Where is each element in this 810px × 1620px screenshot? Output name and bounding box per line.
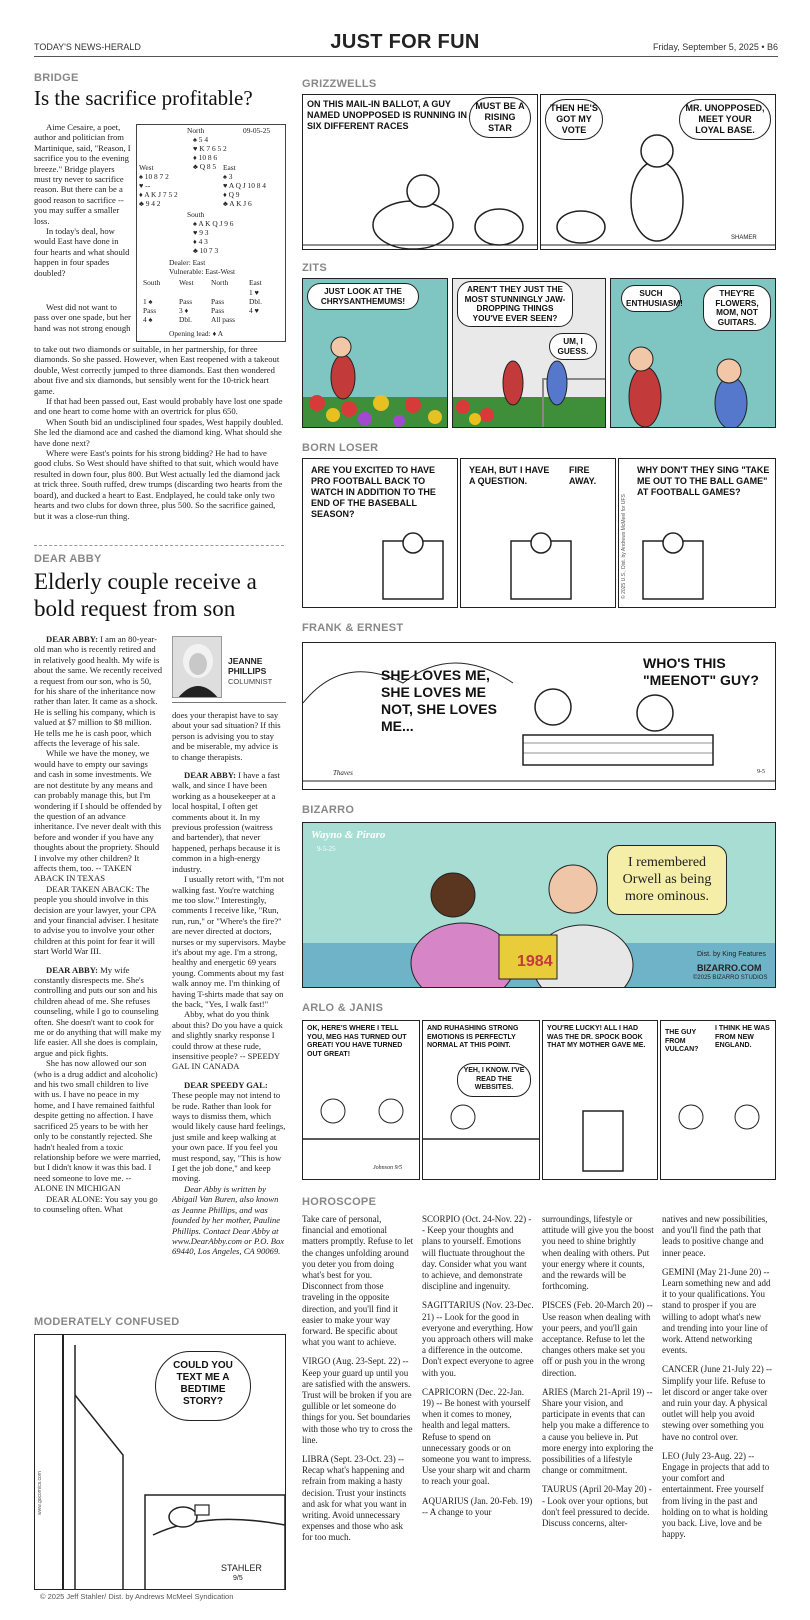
columnist-rule: [172, 702, 286, 703]
born-loser-kicker: BORN LOSER: [302, 442, 379, 454]
bridge-text-lead: [34, 302, 132, 333]
horoscope-column-4: [662, 1214, 776, 1548]
horoscope-sign: CAPRICORN (Dec. 22-Jan. 19) -- Be honest with yourself when it comes to money, health and legal matters. Refuse to spend on unnecessary goods or on someone you want to impress. Use your sharp wit and charm to reach your goal.: [422, 1386, 532, 1487]
north-hand-diamonds: ♦ 10 8 6: [193, 153, 218, 162]
north-label: North: [187, 126, 205, 135]
section-title: JUST FOR FUN: [330, 31, 480, 53]
comic-panel: [542, 1020, 658, 1180]
comic-panel: [422, 1020, 540, 1180]
speech-bubble: UM, I GUESS.: [549, 333, 597, 360]
comic-panel: [302, 94, 538, 250]
south-hand-spades: ♠ A K Q J 9 6: [193, 219, 234, 228]
caption-bubble: I remembered Orwell as being more ominous.: [607, 845, 727, 915]
letter-text: DEAR TAKEN ABACK: The people you should involve in this decision are your lawyer, your CPA and your financial adviser. I hesitate to advise you to involve your other children at this point for fear it will start World War III.: [34, 883, 159, 957]
caption-text: ON THIS MAIL-IN BALLOT, A GUY NAMED UNOPPOSED IS RUNNING IN SIX DIFFERENT RACES: [307, 99, 468, 131]
south-hand-hearts: ♥ 9 3: [193, 228, 209, 237]
comic-signature: Thaves: [333, 769, 353, 777]
header-rule: [34, 56, 778, 57]
auction-cell: Pass: [211, 306, 225, 315]
abby-column-2: [172, 710, 286, 1257]
speech-bubble: YEH, I KNOW. I'VE READ THE WEBSITES.: [457, 1063, 531, 1097]
horoscope-sign: CANCER (June 21-July 22) -- Simplify your life. Refuse to let discord or anger take over and ruin your day. A physical outlet will help you avoid stewing over something you have no control over.: [662, 1364, 772, 1442]
speech-text: SHE LOVES ME, SHE LOVES ME NOT, SHE LOVES ME...: [381, 667, 497, 734]
columnist-title: COLUMNIST: [228, 677, 273, 686]
comic-panel: [302, 1020, 420, 1180]
auction-header: South: [143, 278, 161, 287]
comic-panel: [302, 458, 458, 608]
comic-date: 9/5: [233, 1575, 243, 1582]
comic-signature: SHAMER: [731, 235, 757, 241]
bridge-text-wide: [34, 344, 286, 521]
horoscope-sign: AQUARIUS (Jan. 20-Feb. 19) -- A change to your: [422, 1495, 533, 1517]
columnist-last-name: PHILLIPS: [228, 666, 267, 676]
dealer: Dealer: East: [169, 258, 206, 267]
speech-bubble: COULD YOU TEXT ME A BEDTIME STORY?: [155, 1351, 251, 1421]
comic-panel: [540, 94, 776, 250]
north-hand-clubs: ♣ Q 8 5: [193, 162, 217, 171]
east-label: East: [223, 163, 236, 172]
moderately-confused-comic: [34, 1334, 286, 1590]
bizarro-comic: [302, 822, 776, 988]
horoscope-column-1: [302, 1214, 414, 1552]
horoscope-sign: VIRGO (Aug. 23-Sept. 22) -- Keep your guard up until you are satisfied with the answers. Trust will be broken if you are gullible or let someone do things for you. Set boundaries with those who try to cross the line.: [302, 1356, 413, 1445]
credit-line: BIZARRO.COM: [697, 963, 762, 973]
speech-bubble: MUST BE A RISING STAR: [469, 97, 531, 138]
comic-signature: STAHLER: [221, 1563, 262, 1573]
speech-text: WHO'S THIS "MEENOT" GUY?: [643, 655, 759, 688]
comic-panel: [452, 278, 606, 428]
speech-text: THE GUY FROM VULCAN?: [665, 1029, 699, 1054]
horoscope-sign: GEMINI (May 21-June 20) -- Learn something new and add it to your qualifications. You stand to prosper if you are willing to adopt what's new and trending into your line of work. Attend networking events.: [662, 1266, 771, 1356]
bridge-paragraph: to take out two diamonds or suitable, in her partnership, for three diamonds. So she passed. However, when East reopened with a takeout double, West correctly jumped to three diamonds. East then wondered about five and six diamonds, but sensibly went for the 10-trick heart game.: [34, 344, 280, 396]
comic-panel: [618, 458, 776, 608]
west-hand-spades: ♠ 10 8 7 2: [139, 172, 169, 181]
speech-bubble: THEY'RE FLOWERS, MOM, NOT GUITARS.: [703, 285, 771, 331]
horoscope-sign: surroundings, lifestyle or attitude will give you the boost you need to shine brightly when dealing with others. Put your energy where it counts, and the rewards will be forthcoming.: [542, 1214, 654, 1292]
bridge-paragraph: Aime Cesaire, a poet, author and politician from Martinique, said, "Reason, I sacrifice you to the evening breeze." Bridge players must try never to sacrifice reason. But there can be a good reason to sacrifice -- you may suffer a smaller loss.: [34, 122, 131, 226]
letter-text: I am an 80-year-old man who is recently retired and in relatively good health. My wife is about the same. We recently received a request from our son, who is 50, for his share of the inheritance now rather than later. It came as a shock. He is selling his company, which is valued at $7 million to $8 million. He tells me he is cash poor, which affects the leverage of his sale.: [34, 634, 162, 749]
frank-ernest-kicker: FRANK & ERNEST: [302, 622, 404, 634]
comic-signature: Johnson 9/5: [373, 1165, 403, 1171]
speech-text: YEAH, BUT I HAVE A QUESTION.: [469, 465, 550, 486]
speech-bubble: AREN'T THEY JUST THE MOST STUNNINGLY JAW-DROPPING THINGS YOU'VE EVER SEEN?: [457, 281, 573, 327]
letter-text: DEAR ALONE: You say you go to counseling often. What: [34, 1193, 158, 1214]
opening-lead: Opening lead: ♦ A: [169, 329, 224, 338]
born-loser-comic: [302, 458, 776, 608]
speech-bubble: JUST LOOK AT THE CHRYSANTHEMUMS!: [307, 283, 419, 310]
letter-text: She has now allowed our son (who is a drug addict and alcoholic) and his two small children to live with us. I have no peace in my home, and I have remained faithful despite getting no affection. I have sacrificed 25 years to be with her only to be constantly rejected. She hadn't healed from a toxic relationship before we were married, but I didn't know it was this bad. I need someone to love me. -- ALONE IN MICHIGAN: [34, 1058, 161, 1194]
bridge-paragraph: If that had been passed out, East would probably have lost one spade and one heart to come home with an overtrick for plus 650.: [34, 396, 283, 417]
bizarro-kicker: BIZARRO: [302, 804, 355, 816]
auction-cell: Dbl.: [249, 297, 262, 306]
bridge-diagram: [136, 124, 286, 342]
west-hand-diamonds: ♦ A K J 7 5 2: [139, 190, 178, 199]
south-hand-diamonds: ♦ 4 3: [193, 237, 208, 246]
speech-text: YOU'RE LUCKY! ALL I HAD WAS THE DR. SPOCK BOOK THAT MY MOTHER GAVE ME.: [547, 1025, 646, 1050]
auction-cell: 1 ♠: [143, 297, 153, 306]
letter-text: While we have the money, we would have to empty our savings and cash in some investments. We are not destitute by any means and can probably manage this, but I'm wondering if I should be offended by the question of an advance inheritance. I've never dealt with this before and wonder if you have any thoughts about the propriety. Should I involve my other children? It affects them, too. -- TAKEN ABACK IN TEXAS: [34, 748, 162, 884]
vulnerable: Vulnerable: East-West: [169, 267, 236, 276]
comic-date: 9-5: [757, 769, 765, 775]
horoscope-sign: ARIES (March 21-April 19) -- Share your vision, and participate in events that can help you make a difference to a cause you believe in. Put more energy into exploring the possibilities of a lifestyle change or commitment.: [542, 1386, 654, 1476]
letter-lead: DEAR ABBY:: [184, 770, 236, 781]
west-label: West: [139, 163, 154, 172]
east-hand-diamonds: ♦ Q 9: [223, 190, 240, 199]
speech-bubble: THEN HE'S GOT MY VOTE: [545, 99, 603, 140]
columnist-portrait-icon: [173, 637, 222, 698]
abby-column-1: [34, 634, 162, 1214]
speech-text: WHY DON'T THEY SING "TAKE ME OUT TO THE BALL GAME" AT FOOTBALL GAMES?: [637, 465, 770, 497]
columnist-name: [228, 656, 266, 676]
north-hand-spades: ♠ 5 4: [193, 135, 209, 144]
speech-bubble: MR. UNOPPOSED, MEET YOUR LOYAL BASE.: [679, 99, 771, 140]
issue-date: Friday, September 5, 2025 • B6: [652, 42, 778, 52]
bridge-paragraph: West did not want to pass over one spade, but her hand was not strong enough: [34, 302, 131, 333]
auction-cell: Pass: [179, 297, 193, 306]
letter-text: I usually retort with, "I'm not walking fast. You're watching me too slow." Interestingly, comments I receive like, "Run, run, run," or "Where's the fire?" are never directed at doctors, nurses or my supervisors. Maybe it's about my age. I'm a strong, healthy and energetic 69 years young. Comments about my fast walk annoy me. I'm thinking of having T-shirts made that say on the back, "Yes, I walk fast!": [172, 874, 286, 1009]
credit-line: ©2025 BIZARRO STUDIOS: [693, 975, 768, 981]
letter-lead: DEAR ABBY:: [46, 634, 98, 644]
auction-cell: All pass: [211, 315, 236, 324]
letter-lead: DEAR SPEEDY GAL:: [184, 1079, 268, 1090]
grizzwells-comic: [302, 94, 776, 250]
horoscope-column-2: [422, 1214, 534, 1526]
bridge-headline: Is the sacrifice profitable?: [34, 86, 253, 110]
columnist-first-name: JEANNE: [228, 656, 263, 666]
abby-kicker: DEAR ABBY: [34, 553, 102, 565]
book-title: 1984: [517, 953, 553, 970]
arlo-janis-comic: [302, 1020, 776, 1180]
speech-text: I THINK HE WAS FROM NEW ENGLAND.: [715, 1025, 770, 1050]
bridge-paragraph: When South bid an undisciplined four spades, West happily doubled. She led the diamond ace and cashed the diamond king. What should she have done next?: [34, 416, 284, 448]
bridge-paragraph: In today's deal, how would East have done in four hearts and what should happen in four spades doubled?: [34, 226, 130, 278]
abby-headline: [34, 568, 257, 622]
west-hand-clubs: ♣ 9 4 2: [139, 199, 161, 208]
bridge-text-narrow: [34, 122, 132, 278]
speech-text: OK, HERE'S WHERE I TELL YOU, MEG HAS TURNED OUT GREAT! YOU HAVE TURNED OUT GREAT!: [307, 1025, 407, 1058]
letter-text: does your therapist have to say about your sad situation? If this person is advising you to stay and be miserable, my advice is to change therapists.: [172, 710, 281, 762]
horoscope-sign: SCORPIO (Oct. 24-Nov. 22) -- Keep your thoughts and plans to yourself. Emotions will fluctuate throughout the day. Consider what you want to achieve, and demonstrate discipline and ingenuity.: [422, 1214, 532, 1292]
bridge-kicker: BRIDGE: [34, 72, 79, 84]
frank-ernest-comic: [302, 642, 776, 790]
speech-text: ARE YOU EXCITED TO HAVE PRO FOOTBALL BACK TO WATCH IN ADDITION TO THE END OF THE BASEBALL SEASON?: [311, 465, 436, 519]
horoscope-sign: PISCES (Feb. 20-March 20) -- Use reason when dealing with your peers, and you'll gain acceptance. Refuse to let the changes others make set you off or push you in the wrong direction.: [542, 1300, 653, 1378]
south-hand-clubs: ♣ 10 7 3: [193, 246, 219, 255]
south-label: South: [187, 210, 205, 219]
letter-lead: DEAR ABBY:: [46, 964, 98, 975]
abby-headline-line: bold request from son: [34, 596, 236, 621]
auction-cell: Dbl.: [179, 315, 192, 324]
comic-panel: [460, 458, 616, 608]
horoscope-sign: LIBRA (Sept. 23-Oct. 23) -- Recap what's happening and refrain from making a hasty decision. Trust your instincts and ask for what you want in writing. Avoid unnecessary expenses and those who ask for too much.: [302, 1454, 407, 1543]
letter-text: I have a fast walk, and since I have been working as a housekeeper at a local hospital, I often get comments about it. In my previous profession (waitress and bartender), that never happened, perhaps because it is common in a high-energy industry.: [172, 770, 281, 874]
comic-signature: Wayno & Piraro: [311, 829, 386, 841]
side-credit: www.gocomics.com: [37, 1471, 43, 1515]
horoscope-sign: LEO (July 23-Aug. 22) -- Engage in projects that add to your comfort and entertainment. Free yourself from living in the past and holding on to what is holding you back. Live, love and be happy.: [662, 1450, 770, 1540]
auction-cell: 3 ♦: [179, 306, 189, 315]
comic-date: 9-5-25: [317, 845, 336, 853]
horoscope-sign: SAGITTARIUS (Nov. 23-Dec. 21) -- Look for the good in everyone and everything. How you approach others will make a difference in the outcome. Don't expect everyone to agree with you.: [422, 1300, 534, 1378]
arlo-janis-kicker: ARLO & JANIS: [302, 1002, 384, 1014]
zits-kicker: ZITS: [302, 262, 328, 274]
abby-headline-line: Elderly couple receive a: [34, 569, 257, 594]
auction-cell: 4 ♥: [249, 306, 259, 315]
auction-cell: 1 ♥: [249, 288, 259, 297]
paper-name: TODAY'S NEWS-HERALD: [34, 42, 141, 52]
auction-header: East: [249, 278, 262, 287]
horoscope-intro: Take care of personal, financial and emotional matters promptly. Refuse to let the changes unfolding around you deter you from doing what's best for you. Disconnect from those traveling in the opposite direction, and you'll find it easier to make your way forward. Be specific about what you want to achieve.: [302, 1214, 414, 1348]
section-divider: [34, 545, 284, 546]
auction-header: North: [211, 278, 229, 287]
mc-kicker: MODERATELY CONFUSED: [34, 1316, 180, 1328]
north-hand-hearts: ♥ K 7 6 5 2: [193, 144, 227, 153]
auction-header: West: [179, 278, 194, 287]
speech-text: FIRE AWAY.: [569, 465, 597, 486]
speech-text: AND RUHASHING STRONG EMOTIONS IS PERFECTLY NORMAL AT THIS POINT.: [427, 1025, 519, 1050]
zits-comic: [302, 278, 776, 428]
comic-panel: [610, 278, 776, 428]
auction-cell: Pass: [143, 306, 157, 315]
horoscope-kicker: HOROSCOPE: [302, 1196, 377, 1208]
letter-text: Abby, what do you think about this? Do you have a quick and slightly snarky response I could throw at these rude, insensitive people? -- SPEEDY GAL IN CANADA: [172, 1009, 283, 1072]
deal-date: 09-05-25: [243, 126, 271, 135]
east-hand-clubs: ♣ A K J 6: [223, 199, 252, 208]
bridge-paragraph: Where were East's points for his strong bidding? He had to have good clubs. So West should have shifted to that suit, which would have resulted in down four, plus 800. But West actually led the diamond jack at trick three. South ruffed, drew trumps (discarding two hearts from the board), and ducked a heart to East. Endplayed, he could take only two hearts and two clubs for down three, plus 500. So the sacrifice gained, but it was a close-run thing.: [34, 448, 283, 521]
auction-cell: 4 ♠: [143, 315, 153, 324]
comic-panel: [660, 1020, 776, 1180]
east-hand-hearts: ♥ A Q J 10 8 4: [223, 181, 266, 190]
mc-credit: © 2025 Jeff Stahler/ Dist. by Andrews McMeel Syndication: [40, 1592, 234, 1601]
letter-text: These people may not intend to be rude. Rather than look for ways to dismiss them, which would likely cause hard feelings, just smile and keep walking at your own pace. If you feel you must respond, say, "This is how I get the job done," and keep moving.: [172, 1090, 286, 1184]
comic-credit: © 2025 U.S., Dist. by Andrews McMeel for UFS: [621, 494, 627, 599]
abby-footer: Dear Abby is written by Abigail Van Buren, also known as Jeanne Phillips, and was founded by her mother, Pauline Phillips. Contact Dear Abby at www.DearAbby.com or P.O. Box 69440, Los Angeles, CA 90069.: [172, 1183, 285, 1257]
horoscope-column-3: [542, 1214, 654, 1537]
letter-text: My wife constantly disrespects me. She's controlling and puts our son and his children ahead of me. She refuses counseling, while I go to counseling often. She doesn't want to cook for me or do anything that will make my life easier. All she does is complain, argue and pick fights.: [34, 964, 162, 1058]
east-hand-spades: ♠ 3: [223, 172, 233, 181]
horoscope-sign: TAURUS (April 20-May 20) -- Look over your options, but don't feel pressured to decide. Discuss concerns, alter-: [542, 1484, 652, 1529]
horoscope-sign: natives and new possibilities, and you'll find the path that leads to positive change and inner peace.: [662, 1214, 768, 1258]
auction-cell: Pass: [211, 297, 225, 306]
credit-line: Dist. by King Features: [697, 951, 766, 958]
grizzwells-kicker: GRIZZWELLS: [302, 78, 377, 90]
west-hand-hearts: ♥ --: [139, 181, 151, 190]
speech-bubble: SUCH ENTHUSIASM!: [621, 285, 681, 312]
comic-panel: [302, 278, 448, 428]
columnist-photo: [172, 636, 222, 698]
